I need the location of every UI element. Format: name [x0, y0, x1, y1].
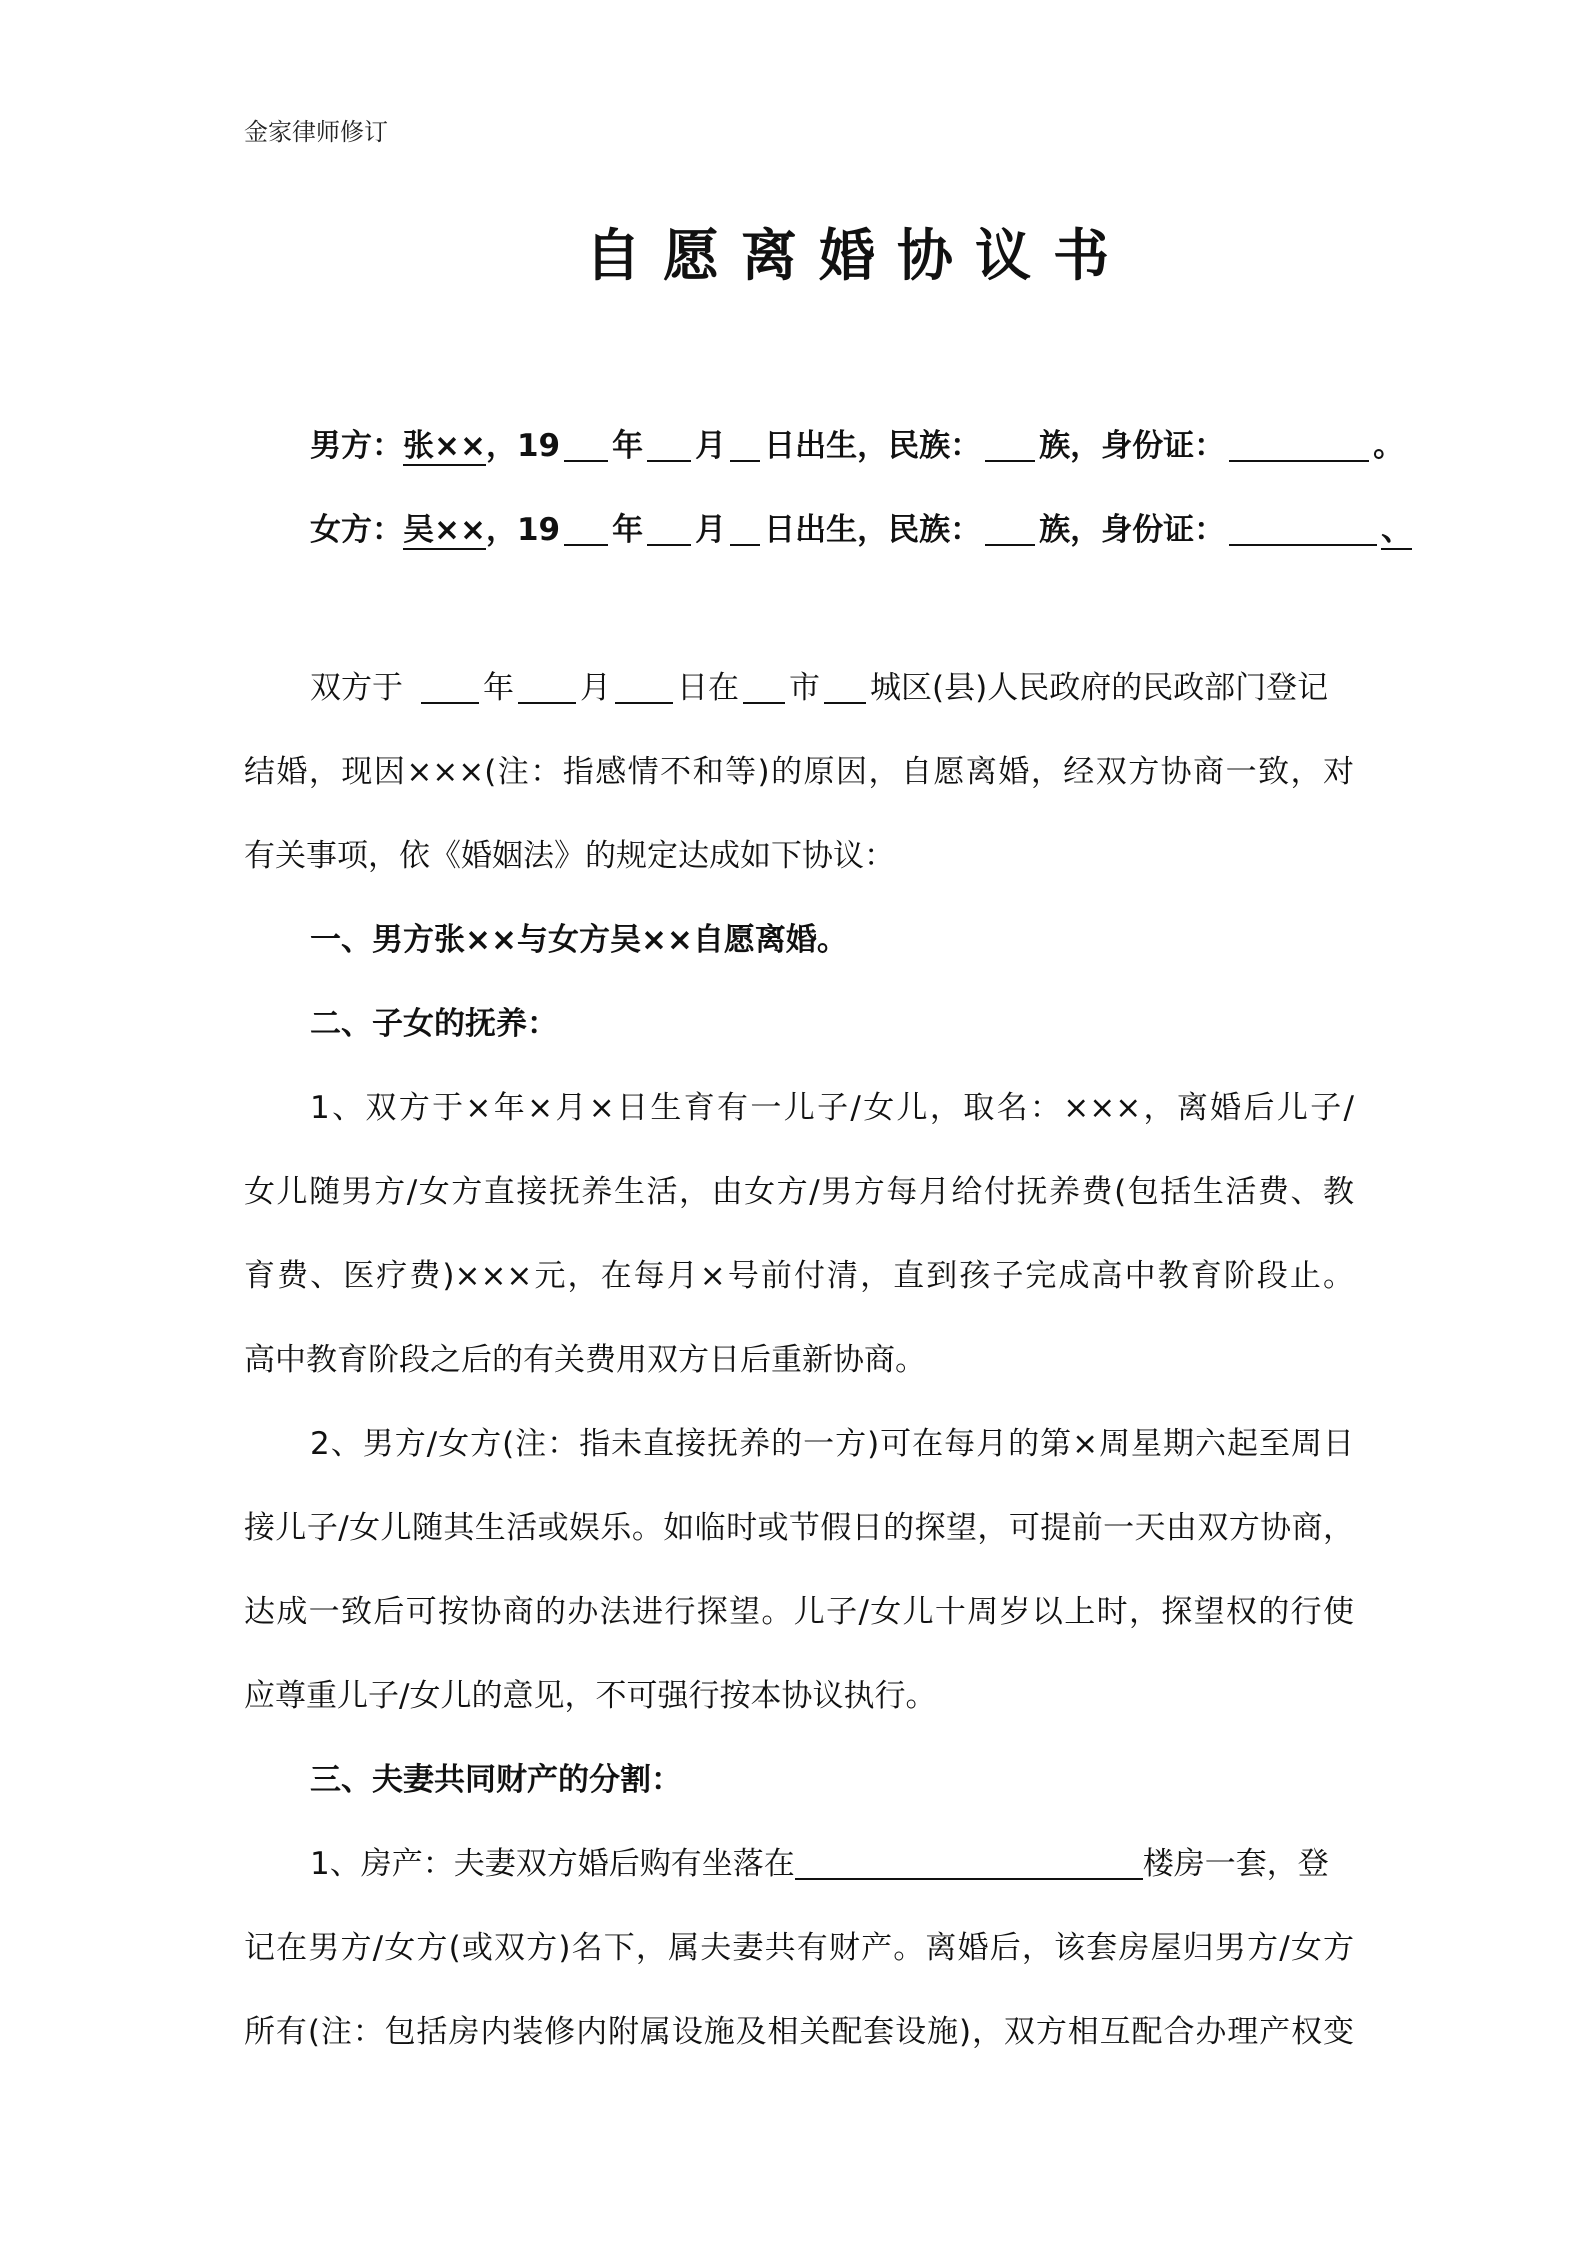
section-2-1-line: 1、双方于×年×月×日生育有一儿子/女儿，取名：×××，离婚后儿子/: [310, 1090, 1354, 1126]
male-year-blank: [564, 420, 608, 462]
section-2-2-line: 应尊重儿子/女儿的意见，不可强行按本协议执行。: [244, 1678, 937, 1714]
male-month-suffix: 月: [695, 428, 727, 464]
female-day-suffix: 日出生，民族：: [764, 512, 982, 548]
intro-text-a: 双方于: [310, 670, 403, 706]
party-male-label: 男方：: [310, 428, 403, 464]
female-line-end: 、: [1381, 512, 1413, 548]
intro-line-1: [310, 658, 1354, 718]
male-line-end: 。: [1373, 428, 1405, 464]
party-male-name: 张××: [403, 428, 486, 464]
marriage-month-blank: [518, 662, 576, 704]
marriage-year-blank: [421, 662, 479, 704]
male-id-blank: [1229, 420, 1369, 462]
marriage-day-blank: [615, 662, 673, 704]
party-male-line: [310, 416, 1405, 476]
section-2-2-line: 2、男方/女方(注：指未直接抚养的一方)可在每月的第×周星期六起至周日: [310, 1426, 1354, 1462]
female-ethnic-blank: [985, 504, 1035, 546]
male-ethnic-suffix: 族，身份证：: [1039, 428, 1226, 464]
female-day-blank: [730, 504, 760, 546]
party-female-name: 吴××: [403, 512, 486, 548]
intro-text-d: 日在: [677, 670, 739, 706]
intro-text-e: 市: [789, 670, 820, 706]
section-3-1-line: 所有(注：包括房内装修内附属设施及相关配套设施)，双方相互配合办理产权变: [244, 2014, 1354, 2050]
intro-line-3: 有关事项，依《婚姻法》的规定达成如下协议：: [244, 838, 895, 874]
male-day-suffix: 日出生，民族：: [764, 428, 982, 464]
party-male-year-prefix: ，19: [485, 428, 561, 464]
property-text-a: 1、房产：夫妻双方婚后购有坐落在: [310, 1846, 795, 1882]
intro-text-f: 城区(县)人民政府的民政部门登记: [870, 670, 1329, 706]
female-year-blank: [564, 504, 608, 546]
section-2-1-line: 高中教育阶段之后的有关费用双方日后重新协商。: [244, 1342, 926, 1378]
property-text-b: 楼房一套，登: [1142, 1846, 1329, 1882]
marriage-city-blank: [743, 662, 785, 704]
document-title: 自愿离婚协议书: [585, 224, 1131, 289]
female-month-suffix: 月: [695, 512, 727, 548]
marriage-district-blank: [824, 662, 866, 704]
section-2-2-line: 接儿子/女儿随其生活或娱乐。如临时或节假日的探望，可提前一天由双方协商，: [244, 1510, 1354, 1546]
section-2-1-line: 女儿随男方/女方直接抚养生活，由女方/男方每月给付抚养费(包括生活费、教: [244, 1174, 1354, 1210]
section-2-2-line: 达成一致后可按协商的办法进行探望。儿子/女儿十周岁以上时，探望权的行使: [244, 1594, 1354, 1630]
section-3-1-line-1: [310, 1834, 1354, 1894]
intro-text-b: 年: [483, 670, 514, 706]
female-year-suffix: 年: [612, 512, 644, 548]
intro-text-c: 月: [580, 670, 611, 706]
section-2-1-line: 育费、医疗费)×××元，在每月×号前付清，直到孩子完成高中教育阶段止。: [244, 1258, 1354, 1294]
party-female-year-prefix: ，19: [485, 512, 561, 548]
female-id-blank: [1229, 504, 1377, 546]
male-year-suffix: 年: [612, 428, 644, 464]
female-month-blank: [647, 504, 691, 546]
male-day-blank: [730, 420, 760, 462]
male-ethnic-blank: [985, 420, 1035, 462]
female-ethnic-suffix: 族，身份证：: [1039, 512, 1226, 548]
section-3-heading: 三、夫妻共同财产的分割：: [310, 1762, 682, 1798]
section-3-1-line: 记在男方/女方(或双方)名下，属夫妻共有财产。离婚后，该套房屋归男方/女方: [244, 1930, 1354, 1966]
section-2-heading: 二、子女的抚养：: [310, 1006, 558, 1042]
male-month-blank: [647, 420, 691, 462]
intro-line-2: 结婚，现因×××(注：指感情不和等)的原因，自愿离婚，经双方协商一致，对: [244, 754, 1354, 790]
property-location-blank: [795, 1838, 1143, 1880]
party-female-label: 女方：: [310, 512, 403, 548]
header-note: 金家律师修订: [244, 118, 388, 146]
party-female-line: [310, 500, 1413, 560]
section-1-heading: 一、男方张××与女方吴××自愿离婚。: [310, 922, 848, 958]
